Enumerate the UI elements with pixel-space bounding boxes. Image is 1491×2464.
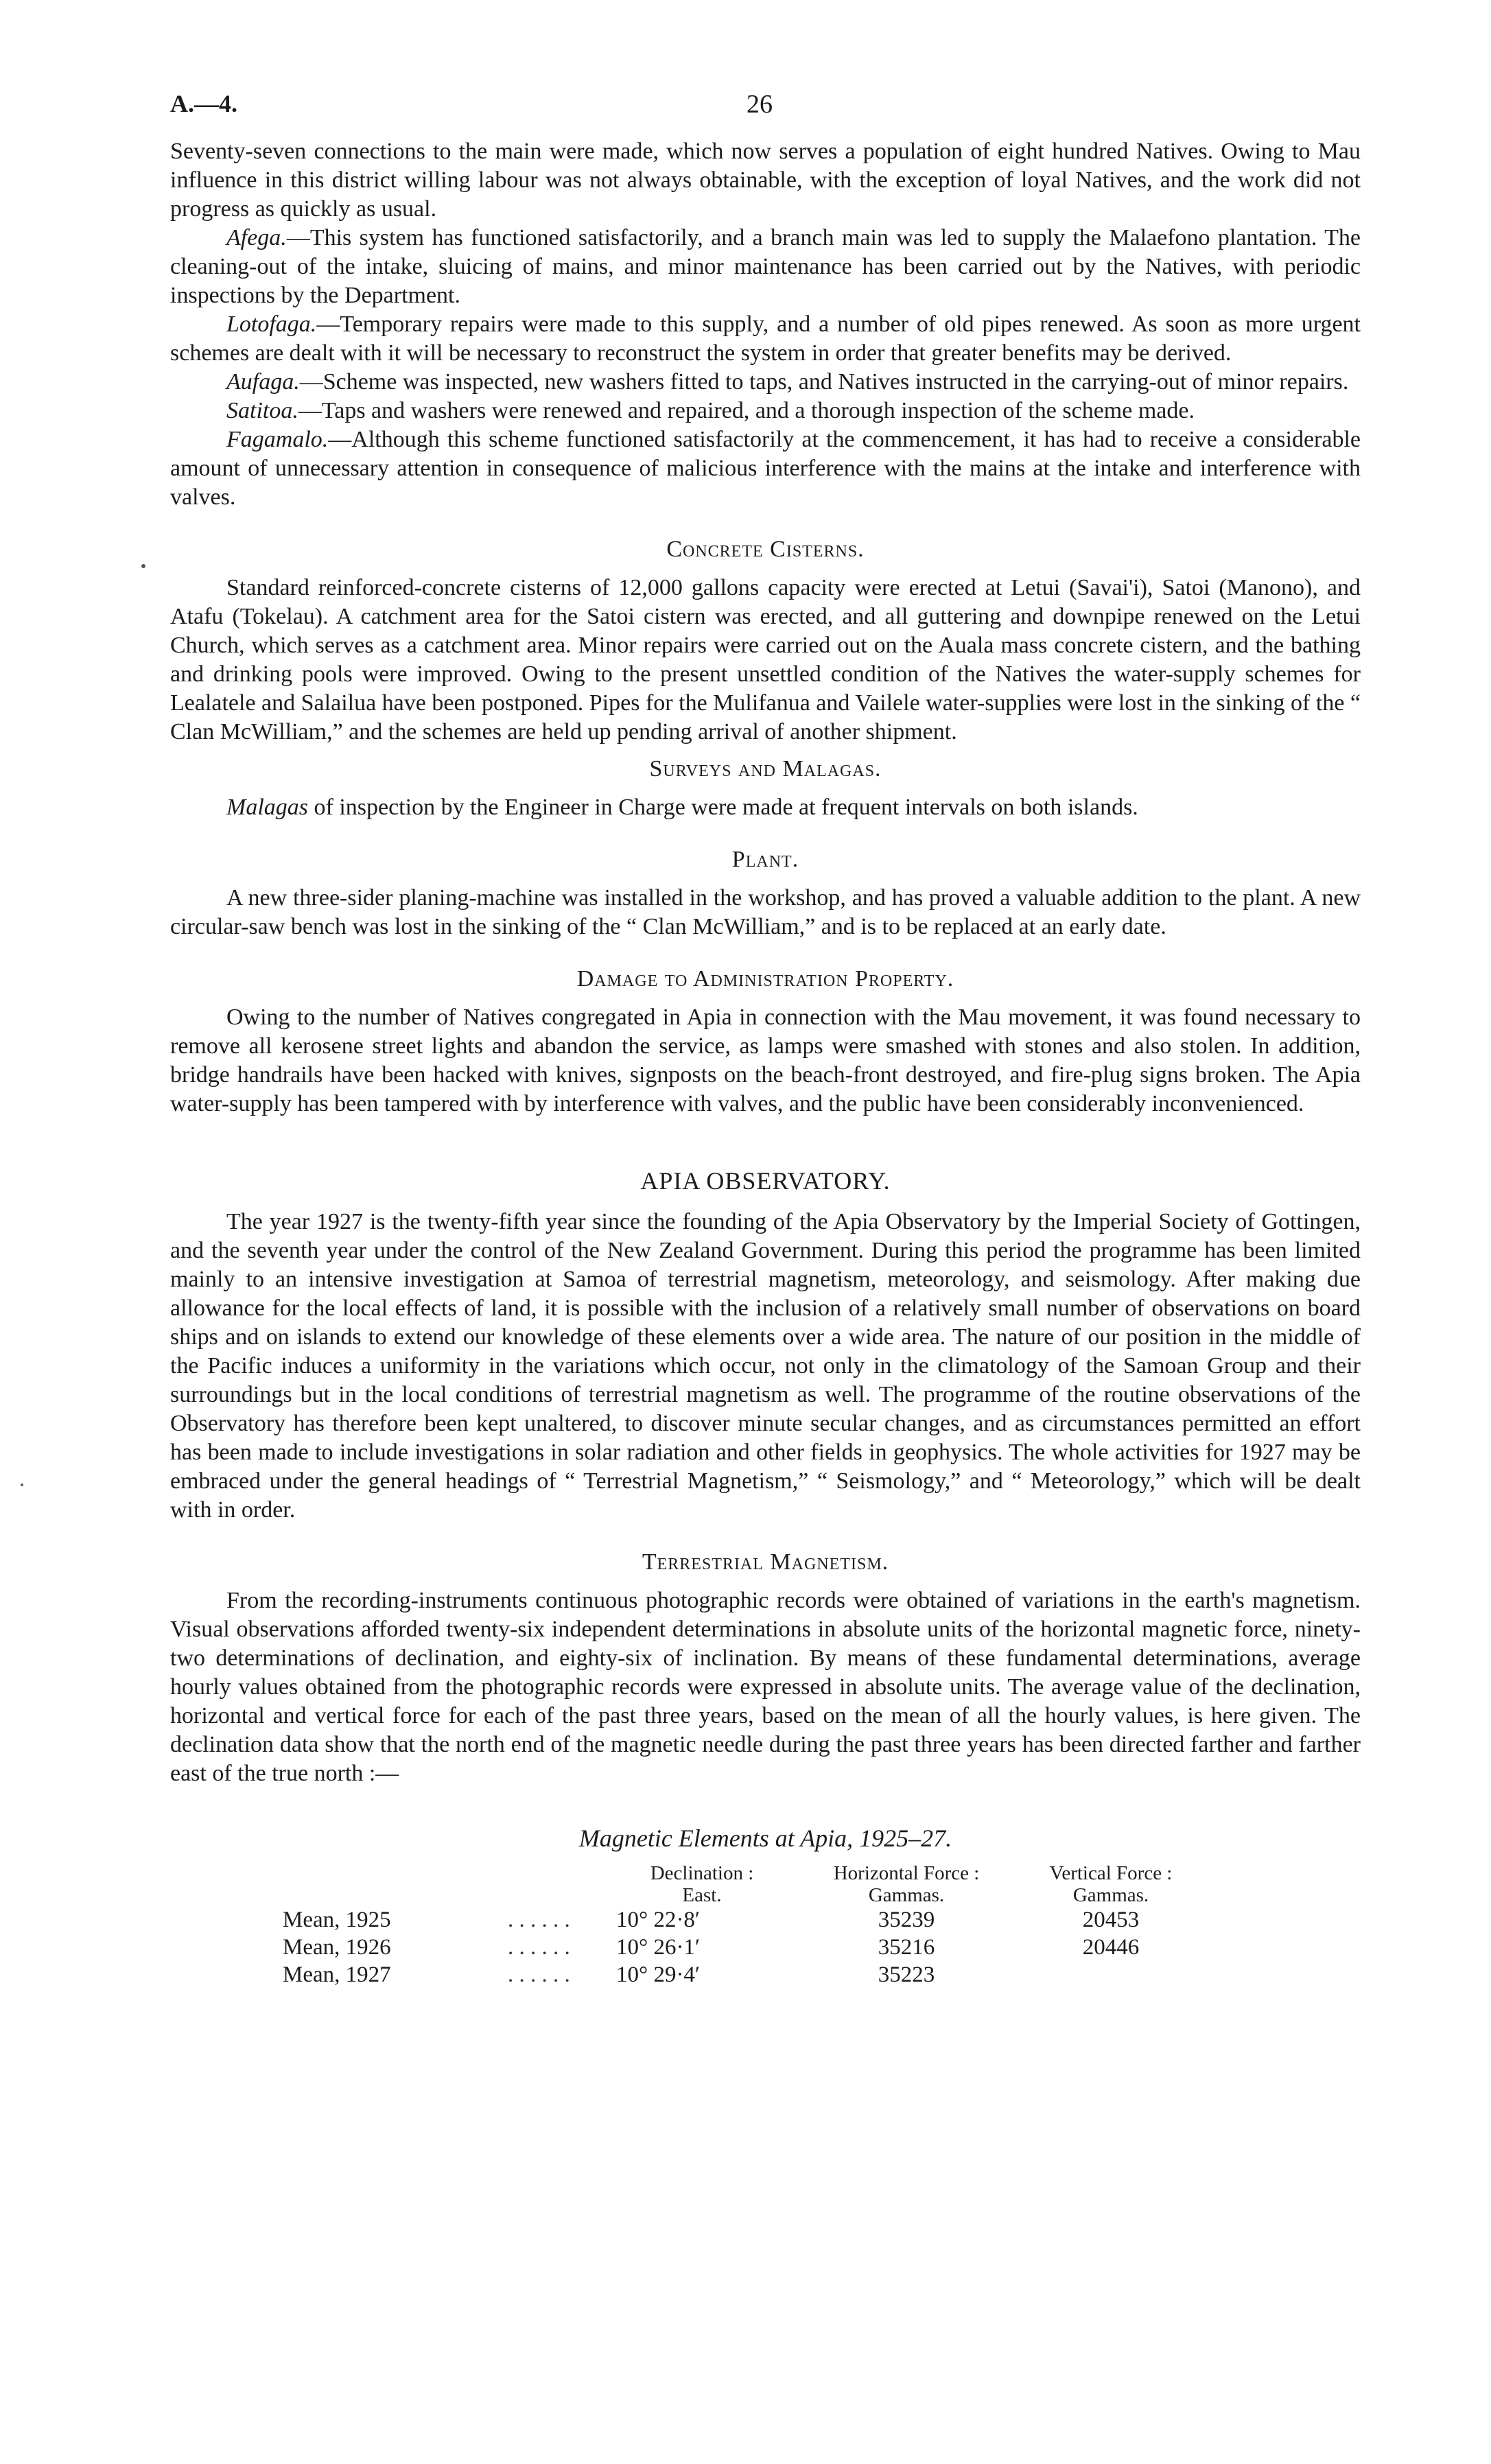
plant-paragraph: A new three-sider planing-machine was installed in the workshop, and has proved a valuable addition to the plant. A new circular-saw bench was lost in the sinking of the “ Clan McWilliam,” and is to be replaced at an early date. bbox=[170, 885, 1361, 939]
satitoa-text: —Taps and washers were renewed and repaired, and a thorough inspection of the scheme made. bbox=[298, 398, 1195, 423]
document-reference: A.—4. bbox=[170, 90, 237, 117]
page-header bbox=[170, 89, 1361, 137]
magnetic-elements-table bbox=[273, 1862, 1206, 1988]
fagamalo-text: —Although this scheme functioned satisfactorily at the commencement, it has had to receive a considerable amount of unnecessary attention in consequence of malicious interference with the mains at the intake and interference with valves. bbox=[170, 427, 1361, 510]
afega-text: —This system has functioned satisfactorily, and a branch main was led to supply the Malaefono plantation. The cleaning-out of the intake, sluicing of mains, and minor maintenance has been carried out by the Natives, with periodic inspections by the Department. bbox=[170, 225, 1361, 308]
vertical-force-value: 20453 bbox=[1082, 1908, 1140, 1932]
cisterns-heading: Concrete Cisterns. bbox=[666, 537, 865, 562]
horizontal-force-value: 35216 bbox=[878, 1935, 935, 1960]
lotofaga-label: Lotofaga. bbox=[226, 312, 317, 337]
aufaga-text: —Scheme was inspected, new washers fitted to taps, and Natives instructed in the carrying-out of minor repairs. bbox=[299, 369, 1349, 395]
vertical-force-value: 20446 bbox=[1082, 1935, 1140, 1960]
leader-dots: . . . . . . bbox=[508, 1935, 570, 1960]
afega-paragraph bbox=[170, 224, 1361, 310]
satitoa-paragraph bbox=[170, 397, 1361, 425]
declination-value: 10° 22·8′ bbox=[616, 1908, 701, 1932]
table-row bbox=[273, 1934, 1206, 1961]
surveys-text: of inspection by the Engineer in Charge were made at frequent intervals on both islands. bbox=[308, 795, 1138, 820]
surveys-paragraph bbox=[170, 793, 1361, 822]
observatory-paragraph: The year 1927 is the twenty-fifth year since the founding of the Apia Observatory by the Imperial Society of Gottingen, and the seventh year under the control of the New Zealand Government. During this period the programme has been limited mainly to an intensive investigation at Samoa of terrestrial magnetism, meteorology, and seismology. After making due allowance for the local effects of land, it is possible with the inclusion of a relatively small number of observations on board ships and on islands to extend our knowledge of these elements over a wide area. The nature of our position in the middle of the Pacific induces a uniformity in the variations which occur, not only in the climatology of the Samoan Group and their surroundings but in the local conditions of terrestrial magnetism as well. The programme of the routine observations of the Observatory has therefore been kept unaltered, to discover minute secular changes, and as circumstances permitted an effort has been made to include investigations in solar radiation and other fields in geophysics. The whole activities for 1927 may be embraced under the general headings of “ Terrestrial Magnetism,” “ Seismology,” and “ Meteorology,” which will be dealt with in order. bbox=[170, 1209, 1361, 1523]
table-title: Magnetic Elements at Apia, 1925–27. bbox=[578, 1824, 952, 1852]
declination-value: 10° 29·4′ bbox=[616, 1962, 701, 1987]
fagamalo-label: Fagamalo. bbox=[226, 427, 329, 452]
row-label: Mean, 1925 bbox=[283, 1908, 391, 1932]
page-number: 26 bbox=[747, 90, 773, 119]
table-row bbox=[273, 1906, 1206, 1934]
lotofaga-text: —Temporary repairs were made to this supply, and a number of old pipes renewed. As soon as more urgent schemes are dealt with it will be necessary to reconstruct the system in order that greater benefits may be derived. bbox=[170, 312, 1361, 366]
leader-dots: . . . . . . bbox=[508, 1962, 570, 1987]
table-header-row bbox=[273, 1862, 1206, 1906]
margin-speck bbox=[21, 1483, 23, 1486]
horizontal-force-value: 35223 bbox=[878, 1962, 935, 1987]
table-row bbox=[273, 1961, 1206, 1988]
magnetism-heading: Terrestrial Magnetism. bbox=[642, 1549, 889, 1575]
row-label: Mean, 1927 bbox=[283, 1962, 391, 1987]
header-blank bbox=[273, 1862, 498, 1906]
satitoa-label: Satitoa. bbox=[226, 398, 298, 423]
document-page bbox=[170, 89, 1361, 1988]
header-vertical-force: Vertical Force : Gammas. bbox=[1049, 1862, 1173, 1906]
vertical-force-value bbox=[1015, 1961, 1206, 1988]
header-horizontal-force: Horizontal Force : Gammas. bbox=[833, 1862, 980, 1906]
water-intro-paragraph: Seventy-seven connections to the main were made, which now serves a population of eight hundred Natives. Owing to Mau influence in this district willing labour was not always obtainable, with the exception of loyal Natives, and the work did not progress as quickly as usual. bbox=[170, 139, 1361, 222]
row-label: Mean, 1926 bbox=[283, 1935, 391, 1960]
afega-label: Afega. bbox=[226, 225, 287, 250]
surveys-heading: Surveys and Malagas. bbox=[649, 756, 882, 782]
plant-heading: Plant. bbox=[731, 847, 799, 872]
malagas-label: Malagas bbox=[226, 795, 308, 820]
cisterns-paragraph: Standard reinforced-concrete cisterns of 12,000 gallons capacity were erected at Letui (Savai'i), Satoi (Manono), and Atafu (Tokelau). A catchment area for the Satoi cistern was erected, and all guttering and downpipe renewed on the Letui Church, which serves as a catchment area. Minor repairs were carried out on the Auala mass concrete cistern, and the bathing and drinking pools were improved. Owing to the present unsettled condition of the Natives the water-supply schemes for Lealatele and Salailua have been postponed. Pipes for the Mulifanua and Vailele water-supplies were lost in the sinking of the “ Clan McWilliam,” and the schemes are held up pending arrival of another shipment. bbox=[170, 575, 1361, 744]
lotofaga-paragraph bbox=[170, 310, 1361, 368]
aufaga-label: Aufaga. bbox=[226, 369, 300, 395]
header-declination: Declination : East. bbox=[650, 1862, 754, 1906]
margin-speck bbox=[141, 564, 145, 568]
fagamalo-paragraph bbox=[170, 425, 1361, 512]
header-blank bbox=[498, 1862, 607, 1906]
magnetism-paragraph: From the recording-instruments continuous photographic records were obtained of variations in the earth's magnetism. Visual observations afforded twenty-six independent determinations in absolute units of the horizontal magnetic force, ninety-two determinations of declination, and eighty-six of inclination. By means of these fundamental determinations, average hourly values obtained from the photographic records were expressed in absolute units. The average value of the declination, horizontal and vertical force for each of the past three years, based on the mean of all the hourly values, is here given. The declination data show that the north end of the magnetic needle during the past three years has been directed farther and farther east of the true north :— bbox=[170, 1588, 1361, 1786]
declination-value: 10° 26·1′ bbox=[616, 1935, 701, 1960]
damage-heading: Damage to Administration Property. bbox=[576, 966, 954, 992]
horizontal-force-value: 35239 bbox=[878, 1908, 935, 1932]
damage-paragraph: Owing to the number of Natives congregated in Apia in connection with the Mau movement, it was found necessary to remove all kerosene street lights and abandon the service, as lamps were smashed with stones and also stolen. In addition, bridge handrails have been hacked with knives, signposts on the beach-front destroyed, and fire-plug signs broken. The Apia water-supply has been tampered with by interference with valves, and the public have been considerably inconvenienced. bbox=[170, 1005, 1361, 1116]
observatory-heading: APIA OBSERVATORY. bbox=[640, 1167, 891, 1195]
leader-dots: . . . . . . bbox=[508, 1908, 570, 1932]
aufaga-paragraph bbox=[170, 368, 1361, 397]
